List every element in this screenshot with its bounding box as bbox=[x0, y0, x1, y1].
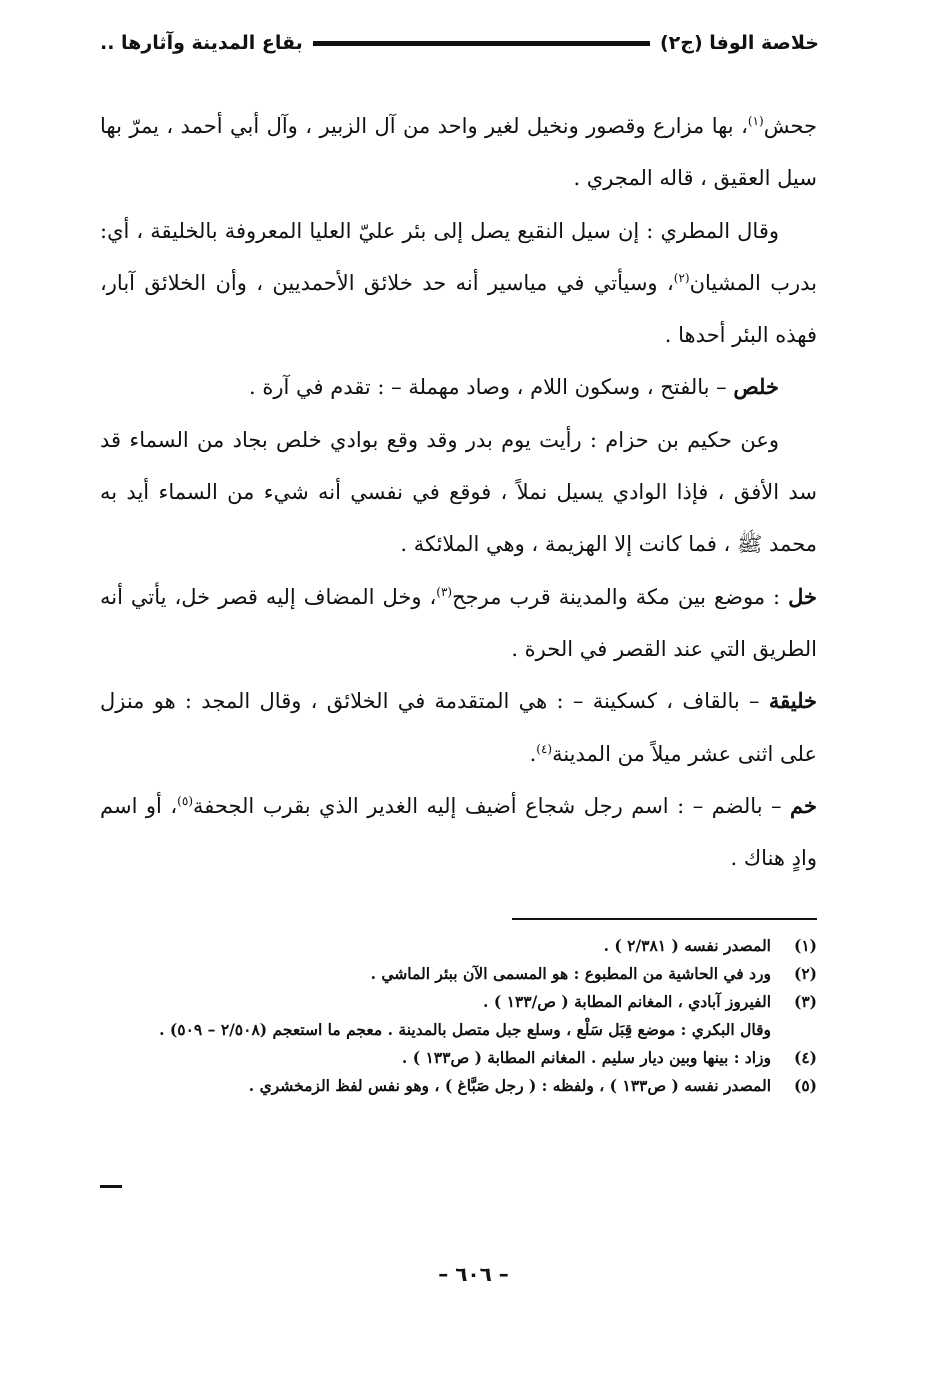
running-header bbox=[100, 28, 819, 58]
footnote-text: وقال البكري : موضع قِبَل سَلْع ، وسلع جبل متصل بالمدينة . معجم ما استعجم (٢/٥٠٨ – ٥٠٩) . bbox=[159, 1020, 771, 1039]
footnote-text: المصدر نفسه ( ص١٣٣ ) ، ولفظه : ( رجل صَبَّاغ ) ، وهو نفس لفظ الزمخشري . bbox=[248, 1076, 771, 1095]
footnote bbox=[100, 1044, 817, 1072]
header-section-title: بقاع المدينة وآثارها .. bbox=[100, 32, 303, 54]
footnote-number: (٥) bbox=[793, 1076, 817, 1095]
entry-paragraph: خم – بالضم – : اسم رجل شجاع أضيف إليه الغدير الذي بقرب الجحفة$^{(٥)}$، أو اسم وادٍ هناك . bbox=[100, 792, 818, 871]
footnote-ref[interactable]: (٥) bbox=[177, 793, 193, 808]
footnote-ref[interactable]: (٢) bbox=[673, 270, 690, 285]
page-number: – ٦٠٦ – bbox=[438, 1262, 509, 1286]
footnotes bbox=[100, 932, 817, 1100]
entry-headword: خلص bbox=[733, 374, 779, 400]
footnote-number: (٣) bbox=[793, 992, 817, 1011]
footnote bbox=[100, 988, 817, 1016]
footnote-text: ورد في الحاشية من المطبوع : هو المسمى الآن ببئر الماشي . bbox=[370, 964, 771, 983]
continuation-dash bbox=[100, 1185, 122, 1188]
footnote-continuation bbox=[100, 1016, 817, 1044]
paragraph: وعن حكيم بن حزام : رأيت يوم بدر وقد وقع بوادي خلص بجاد من السماء قد سد الأفق ، فإذا الوادي يسيل نملاً ، فوقع في نفسي أنه شيء من السماء أيد به محمد ﷺ ، فما كانت إلا الهزيمة ، وهي الملائكة . bbox=[100, 427, 817, 557]
header-book-title: خلاصة الوفا (ج٢) bbox=[659, 32, 819, 54]
footnote-number: (١) bbox=[793, 936, 817, 955]
footnote-ref[interactable]: (٤) bbox=[536, 741, 553, 756]
footnote-ref[interactable]: (٣) bbox=[436, 584, 453, 599]
entry-headword: خل bbox=[788, 583, 817, 609]
footnote-text: المصدر نفسه ( ٢/٣٨١ ) . bbox=[603, 936, 771, 955]
entry-paragraph: خل : موضع بين مكة والمدينة قرب مرجح$^{(٣)}$، وخل المضاف إليه قصر خل، يأتي أنه الطريق التي عند القصر في الحرة . bbox=[100, 583, 817, 661]
footnote-text: الفيروز آبادي ، المغانم المطابة ( ص/١٣٣ ) . bbox=[483, 992, 771, 1011]
footnote-ref[interactable]: (١) bbox=[747, 114, 764, 128]
footnote-text: وزاد : بينها وبين ديار سليم . المغانم المطابة ( ص١٣٣ ) . bbox=[401, 1048, 771, 1067]
footnote bbox=[100, 960, 817, 988]
entry-paragraph: خلص – بالفتح ، وسكون اللام ، وصاد مهملة – : تقدم في آرة . bbox=[249, 374, 779, 400]
header-rule bbox=[313, 41, 650, 46]
entry-headword: خليقة bbox=[768, 688, 817, 714]
paragraph: جحش$^{(١)}$، بها مزارع وقصور ونخيل لغير واحد من آل الزبير ، وآل أبي أحمد ، يمرّ بها سيل العقيق ، قاله المجري . bbox=[100, 114, 817, 191]
entry-paragraph: خليقة – بالقاف ، كسكينة – : هي المتقدمة في الخلائق ، وقال المجد : هو منزل على اثنى عشر ميلاً من المدينة$^{(٤)}$. bbox=[100, 688, 817, 766]
footnote-number: (٢) bbox=[793, 964, 817, 983]
footnote-number: (٤) bbox=[793, 1048, 817, 1067]
footnote bbox=[100, 932, 817, 960]
main-text bbox=[100, 100, 817, 884]
footnote bbox=[100, 1072, 817, 1100]
entry-headword: خم bbox=[790, 792, 818, 818]
paragraph: وقال المطري : إن سيل النقيع يصل إلى بئر عليّ العليا المعروفة بالخليقة ، أي: بدرب المشيان$^{(٢)}$، وسيأتي في مياسير أنه حد خلائق الأحمديين ، وأن الخلائق آبار، فهذه البئر أحدها . bbox=[100, 218, 818, 348]
footnote-separator bbox=[512, 918, 817, 920]
